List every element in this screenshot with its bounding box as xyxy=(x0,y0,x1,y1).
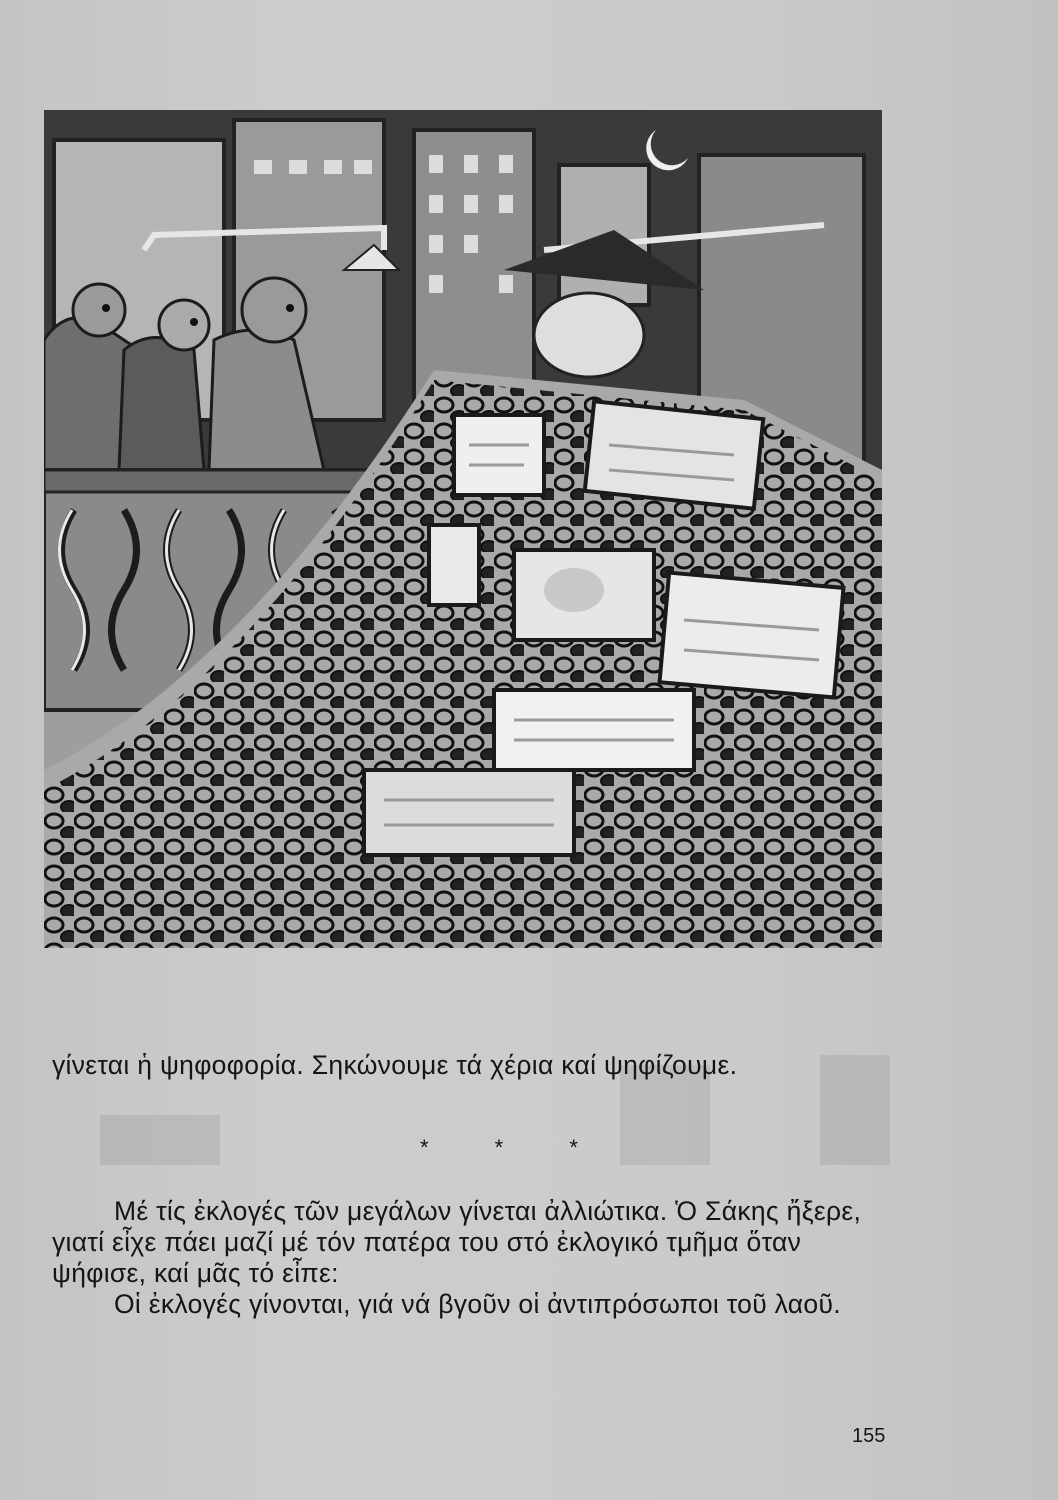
paragraph-elections: Μέ τίς ἐκλογές τῶν μεγάλων γίνεται ἀλλιώτικα. Ὁ Σάκης ἤξερε, γιατί εἶχε πάει μαζί μέ τόν πατέρα του στό ἐκλογικό τμῆμα ὅταν ψήφισε, καί μᾶς τό εἶπε: xyxy=(52,1196,862,1288)
paragraph-representatives: Οἱ ἐκλογές γίνονται, γιά νά βγοῦν οἱ ἀντιπρόσωποι τοῦ λαοῦ. xyxy=(114,1289,841,1319)
paragraph-voting: γίνεται ἡ ψηφοφορία. Σηκώνουμε τά χέρια καί ψηφίζουμε. xyxy=(52,1050,738,1080)
paragraph-elections-block xyxy=(52,1196,902,1320)
page-number: 155 xyxy=(852,1425,886,1447)
voting-crowd-illustration xyxy=(44,110,882,948)
section-separator: * * * xyxy=(420,1135,608,1160)
